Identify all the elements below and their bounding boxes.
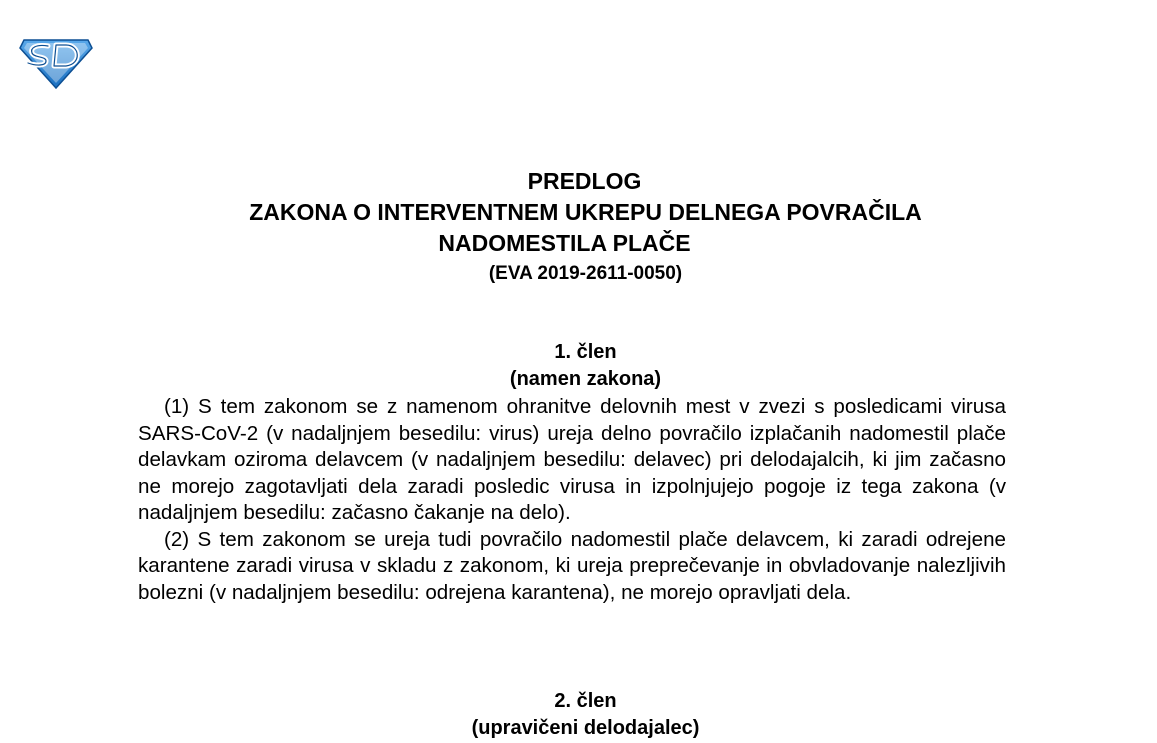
title-line-3: NADOMESTILA PLAČE <box>438 230 691 256</box>
article-1-paragraph-2: (2) S tem zakonom se ureja tudi povračilo nadomestil plače delavcem, ki zaradi odrejene karantene zaradi virusa v skladu z zakonom, ki ureja preprečevanje in obvladovanje nalezljivih bolezni (v nadaljnjem besedilu: odrejena karantena), ne morejo opravljati dela. <box>138 527 1006 604</box>
sd-logo-icon <box>18 34 94 90</box>
title-line-2: ZAKONA O INTERVENTNEM UKREPU DELNEGA POVRAČILA <box>249 199 922 225</box>
article-2 <box>0 688 1157 742</box>
article-2-heading: (upravičeni delodajalec) <box>471 717 700 739</box>
article-2-number: 2. člen <box>554 690 617 712</box>
document-title <box>0 166 1157 289</box>
article-1-number: 1. člen <box>554 341 617 363</box>
title-line-1: PREDLOG <box>527 168 642 194</box>
article-1-heading: (namen zakona) <box>509 368 662 390</box>
article-1-paragraph-1: (1) S tem zakonom se z namenom ohranitve delovnih mest v zvezi s posledicami virusa SARS-CoV-2 (v nadaljnjem besedilu: virus) ureja delno povračilo izplačanih nadomestil plače delavkam oziroma delavcem (v nadaljnjem besedilu: delavec) pri delodajalcih, ki jim začasno ne morejo zagotavljati dela zaradi posledic virusa in izpolnjujejo pogoje iz tega zakona (v nadaljnjem besedilu: začasno čakanje na delo). <box>138 395 1006 524</box>
article-1-body <box>138 394 1006 606</box>
eva-number: (EVA 2019-2611-0050) <box>488 263 683 284</box>
article-1 <box>0 339 1157 393</box>
